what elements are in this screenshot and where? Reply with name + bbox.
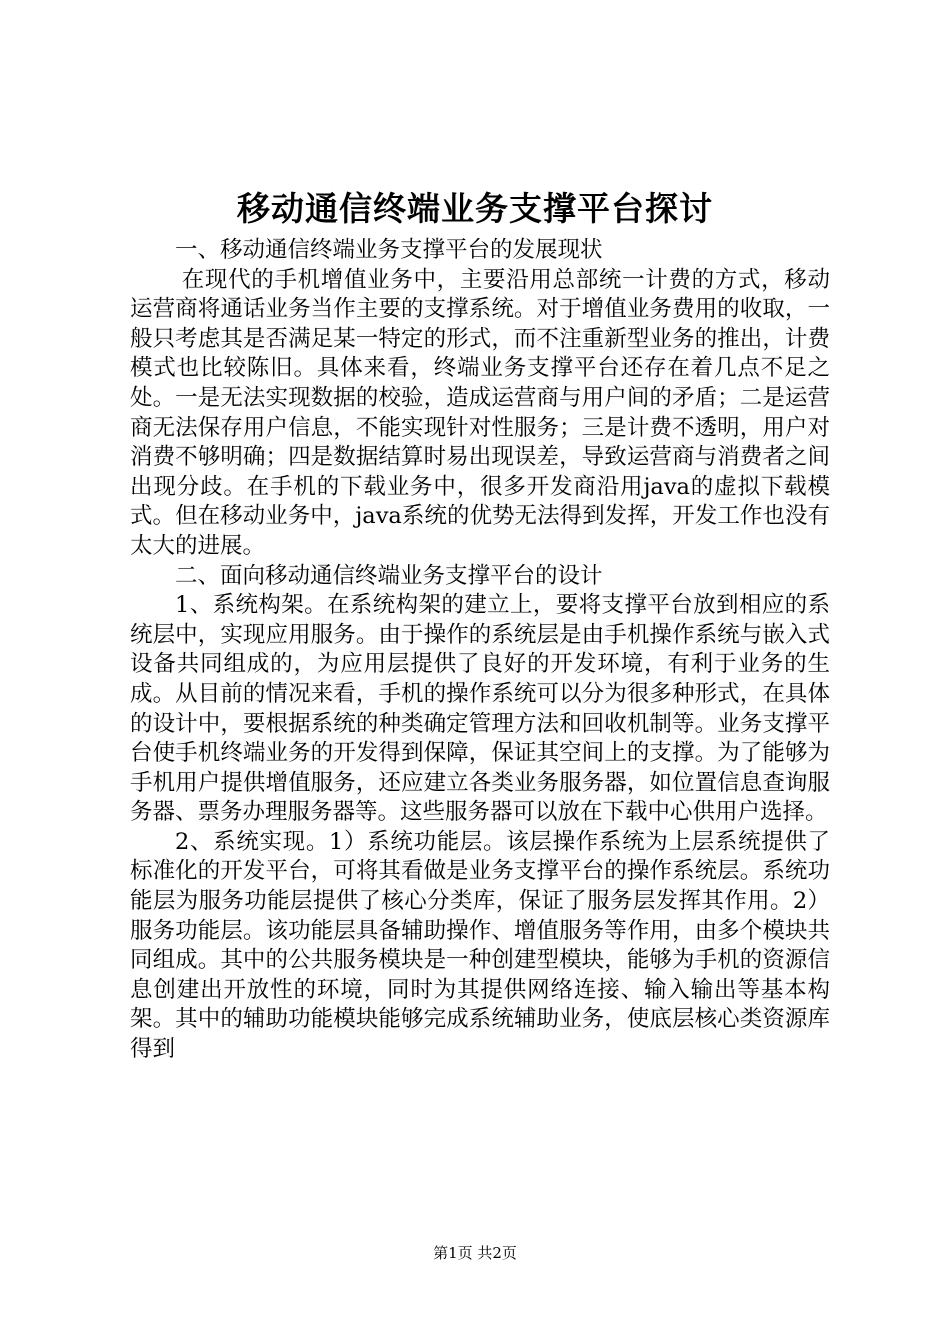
body-paragraph-3: 2、系统实现。1）系统功能层。该层操作系统为上层系统提供了标准化的开发平台，可将其看做是业务支撑平台的操作系统层。系统功能层为服务功能层提供了核心分类库，保证了服务层发挥其作用。2）服务功能层。该功能层具备辅助操作、增值服务等作用，由多个模块共同组成。其中的公共服务模块是一种创建型模块，能够为手机的资源信息创建出开放性的环境，同时为其提供网络连接、输入输出等基本构架。其中的辅助功能模块能够完成系统辅助业务，使底层核心类资源库得到 (130, 828, 830, 1063)
body-paragraph-2: 1、系统构架。在系统构架的建立上，要将支撑平台放到相应的系统层中，实现应用服务。由于操作的系统层是由手机操作系统与嵌入式设备共同组成的，为应用层提供了良好的开发环境，有利于业务的生成。从目前的情况来看，手机的操作系统可以分为很多种形式，在具体的设计中，要根据系统的种类确定管理方法和回收机制等。业务支撑平台使手机终端业务的开发得到保障，保证其空间上的支撑。为了能够为手机用户提供增值服务，还应建立各类业务服务器，如位置信息查询服务器、票务办理服务器等。这些服务器可以放在下载中心供用户选择。 (130, 592, 830, 826)
document-title: 移动通信终端业务支撑平台探讨 (237, 189, 713, 228)
body-paragraph-1: 在现代的手机增值业务中，主要沿用总部统一计费的方式，移动运营商将通话业务当作主要的支撑系统。对于增值业务费用的收取，一般只考虑其是否满足某一特定的形式，而不注重新型业务的推出，计费模式也比较陈旧。具体来看，终端业务支撑平台还存在着几点不足之处。一是无法实现数据的校验，造成运营商与用户间的矛盾；二是运营商无法保存用户信息，不能实现针对性服务；三是计费不透明，用户对消费不够明确；四是数据结算时易出现误差，导致运营商与消费者之间出现分歧。在手机的下载业务中，很多开发商沿用java的虚拟下载模式。但在移动业务中，java系统的优势无法得到发挥，开发工作也没有太大的进展。 (130, 266, 830, 559)
section-heading-1: 一、移动通信终端业务支撑平台的发展现状 (175, 237, 603, 263)
section-heading-2: 二、面向移动通信终端业务支撑平台的设计 (175, 562, 603, 589)
document-body (130, 236, 830, 1065)
page-footer: 第1页 共2页 (433, 1244, 517, 1262)
